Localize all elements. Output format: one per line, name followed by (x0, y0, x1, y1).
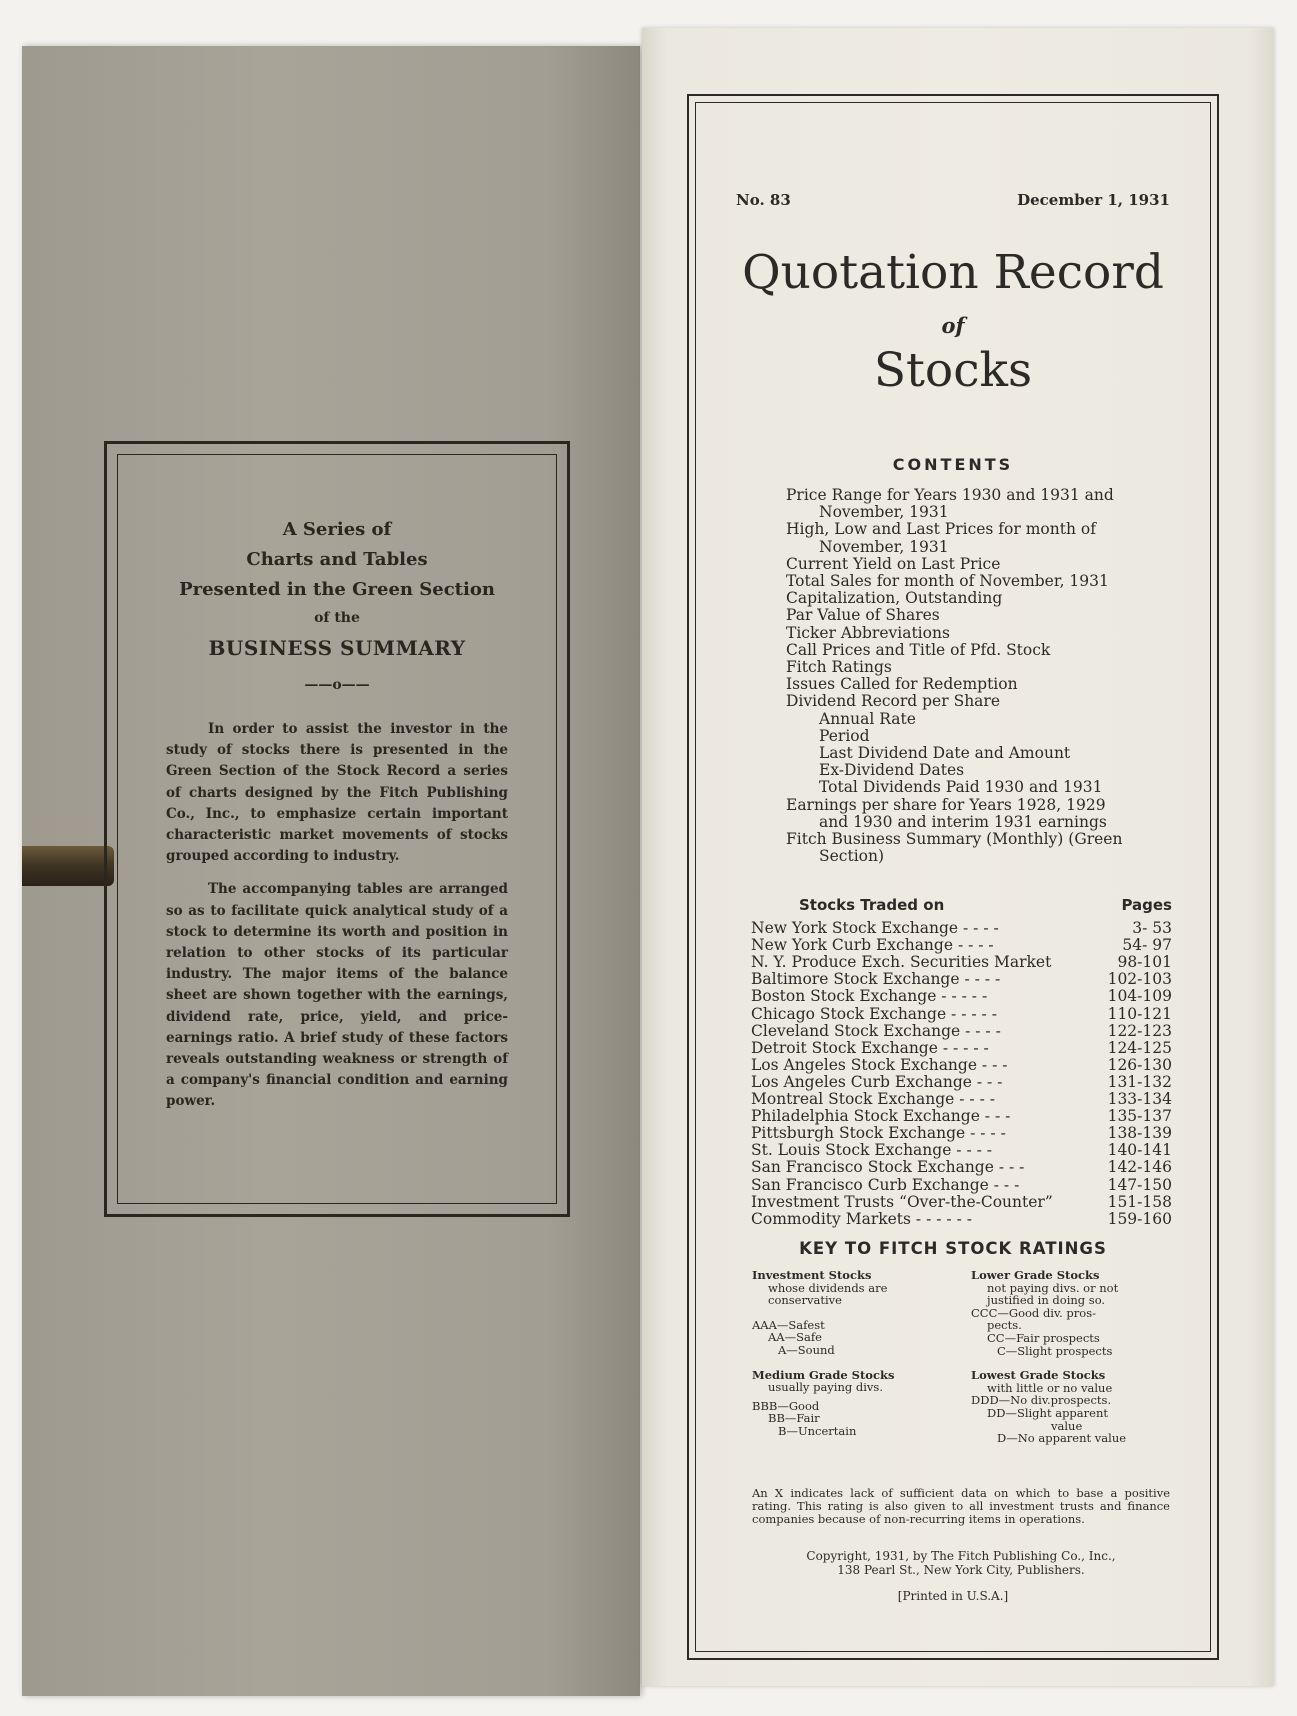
exchange-row (751, 1040, 1172, 1057)
contents-item (786, 487, 1168, 521)
contents-item (786, 556, 1168, 573)
contents-item-continuation: November, 1931 (819, 537, 949, 556)
contents-item (786, 642, 1168, 659)
exchange-row (751, 1006, 1172, 1023)
contents-item (786, 831, 1168, 865)
exchange-row (751, 954, 1172, 971)
contents-item-text: Fitch Business Summary (Monthly) (Green (786, 830, 1123, 849)
rating-ccc: CCC—Good div. pros- (971, 1305, 1097, 1320)
lowest-grade-title: Lowest Grade Stocks (971, 1368, 1106, 1383)
stocks-traded-heading: Stocks Traded on (799, 896, 945, 914)
ratings-key-left-column (752, 1269, 951, 1445)
medium-grade-title: Medium Grade Stocks (752, 1367, 895, 1382)
rating-d: D—No apparent value (997, 1431, 1127, 1446)
left-heading-line-3: Presented in the Green Section (179, 579, 495, 600)
contents-item-text: Current Yield on Last Price (786, 554, 1001, 573)
left-paragraph-1: In order to assist the investor in the study of stocks there is presented in the Green Section of the Stock Record a series of charts designed by the Fitch Publishing Co., Inc., to emphasize certain important characteristic market movements of stocks grouped according to industry. (166, 721, 508, 865)
contents-item-continuation: Section) (819, 847, 885, 866)
exchange-pages: 98-101 (1117, 953, 1172, 972)
contents-item-text: Capitalization, Outstanding (786, 589, 1003, 608)
lowest-grade-desc: with little or no value (987, 1380, 1113, 1395)
investment-stocks-title: Investment Stocks (752, 1268, 872, 1282)
ratings-key-right-column (951, 1269, 1170, 1445)
contents-item (786, 590, 1168, 607)
ornament-divider: ——o—— (304, 677, 370, 693)
exchange-pages: 131-132 (1107, 1072, 1172, 1091)
exchange-row (751, 971, 1172, 988)
contents-item-text: Annual Rate (819, 709, 916, 728)
contents-item-text: Issues Called for Redemption (786, 675, 1018, 694)
right-title-page (642, 28, 1274, 1686)
contents-item-text: Fitch Ratings (786, 658, 892, 677)
exchange-pages: 140-141 (1107, 1141, 1172, 1160)
contents-list (786, 487, 1168, 865)
rating-ccc-cont: pects. (987, 1318, 1022, 1333)
contents-item (786, 728, 1168, 745)
contents-item-continuation: and 1930 and interim 1931 earnings (819, 812, 1107, 831)
rating-aa: AA—Safe (768, 1330, 822, 1345)
rating-c: C—Slight prospects (997, 1343, 1113, 1358)
contents-item-text: Ex-Dividend Dates (819, 761, 965, 780)
contents-item-text: Dividend Record per Share (786, 692, 1000, 711)
exchange-pages: 159-160 (1107, 1209, 1172, 1228)
exchange-pages: 124-125 (1107, 1038, 1172, 1057)
rating-x-note: An X indicates lack of sufficient data on which to base a positive rating. This rating is also given to all investment trusts and finance companies because of non-recurring items in operations. (752, 1486, 1170, 1526)
rating-a: A—Sound (778, 1342, 835, 1357)
exchange-row (751, 1074, 1172, 1091)
medium-grade-desc: usually paying divs. (768, 1380, 883, 1395)
rating-dd: DD—Slight apparent (987, 1405, 1108, 1420)
contents-item-text: Ticker Abbreviations (786, 623, 950, 642)
contents-item (786, 693, 1168, 710)
exchange-name: Montreal Stock Exchange - - - - (751, 1090, 995, 1109)
contents-item-text: Total Dividends Paid 1930 and 1931 (819, 778, 1103, 797)
rating-cc: CC—Fair prospects (987, 1330, 1100, 1345)
right-frame-outer (687, 94, 1219, 1660)
issue-date: December 1, 1931 (1017, 191, 1170, 209)
exchange-row (751, 1159, 1172, 1176)
left-box-frame (104, 441, 570, 1217)
exchange-name: St. Louis Stock Exchange - - - - (751, 1141, 993, 1160)
exchange-name: N. Y. Produce Exch. Securities Market (751, 953, 1052, 972)
exchange-name: Boston Stock Exchange - - - - - (751, 987, 988, 1006)
exchange-pages: 147-150 (1107, 1175, 1172, 1194)
exchange-row (751, 1057, 1172, 1074)
exchanges-table (751, 897, 1172, 1228)
right-frame-inner (695, 102, 1211, 1652)
exchange-name: Los Angeles Stock Exchange - - - (751, 1055, 1008, 1074)
contents-item-text: Call Prices and Title of Pfd. Stock (786, 640, 1051, 659)
rating-ddd: DDD—No div.prospects. (971, 1393, 1112, 1408)
exchange-row (751, 1142, 1172, 1159)
lower-grade-desc-1: not paying divs. or not (987, 1280, 1119, 1295)
exchanges-table-header (751, 897, 1172, 914)
copyright-line-2: 138 Pearl St., New York City, Publishers. (837, 1563, 1085, 1577)
lower-grade-title: Lower Grade Stocks (971, 1268, 1100, 1282)
investment-stocks-desc-2: conservative (768, 1293, 842, 1308)
left-heading-line-2: Charts and Tables (246, 549, 428, 570)
exchange-row (751, 1091, 1172, 1108)
exchange-pages: 126-130 (1107, 1055, 1172, 1074)
exchange-pages: 54- 97 (1122, 936, 1172, 955)
pages-heading: Pages (1121, 896, 1172, 914)
exchange-row (751, 988, 1172, 1005)
rating-dd-cont: value (1051, 1418, 1083, 1433)
left-heading-line-4: of the (314, 610, 360, 626)
exchange-pages: 138-139 (1107, 1124, 1172, 1143)
exchange-name: Commodity Markets - - - - - - (751, 1209, 972, 1228)
title-of: of (941, 313, 965, 338)
exchange-row (751, 1108, 1172, 1125)
binder-clip (22, 846, 114, 886)
contents-item-text: High, Low and Last Prices for month of (786, 520, 1096, 539)
ratings-key (752, 1269, 1170, 1445)
exchange-name: Los Angeles Curb Exchange - - - (751, 1072, 1003, 1091)
exchange-row (751, 1211, 1172, 1228)
contents-item (786, 521, 1168, 555)
contents-item (786, 659, 1168, 676)
exchange-name: Baltimore Stock Exchange - - - - (751, 970, 1001, 989)
contents-item (786, 676, 1168, 693)
exchange-name: Pittsburgh Stock Exchange - - - - (751, 1124, 1006, 1143)
exchange-pages: 102-103 (1107, 970, 1172, 989)
contents-item-text: Earnings per share for Years 1928, 1929 (786, 795, 1106, 814)
contents-item (786, 573, 1168, 590)
left-heading-line-5: BUSINESS SUMMARY (208, 636, 466, 660)
exchange-pages: 122-123 (1107, 1021, 1172, 1040)
left-paragraph-2: The accompanying tables are arranged so as to facilitate quick analytical study of a stock to determine its worth and position in relation to other stocks of its particular industry. The major items of the balance sheet are shown together with the earnings, dividend rate, price, yield, and price-earnings ratio. A brief study of these factors reveals outstanding weakness or strength of a company's financial condition and earning power. (166, 881, 508, 1110)
key-heading: KEY TO FITCH STOCK RATINGS (799, 1239, 1107, 1258)
contents-heading: CONTENTS (892, 455, 1014, 474)
exchange-name: Investment Trusts “Over-the-Counter” (751, 1192, 1053, 1211)
contents-item-text: Last Dividend Date and Amount (819, 744, 1071, 763)
contents-item (786, 797, 1168, 831)
left-box-content (166, 515, 508, 1125)
exchange-row (751, 1125, 1172, 1142)
exchange-pages: 104-109 (1107, 987, 1172, 1006)
exchange-name: Philadelphia Stock Exchange - - - (751, 1107, 1011, 1126)
exchange-pages: 3- 53 (1132, 919, 1172, 938)
rating-aaa: AAA—Safest (752, 1317, 825, 1332)
issue-header (736, 191, 1170, 209)
exchange-name: Cleveland Stock Exchange - - - - (751, 1021, 1001, 1040)
exchange-row (751, 1023, 1172, 1040)
exchange-row (751, 937, 1172, 954)
exchange-pages: 151-158 (1107, 1192, 1172, 1211)
exchange-row (751, 1177, 1172, 1194)
issue-number: No. 83 (736, 191, 791, 209)
contents-item (786, 607, 1168, 624)
exchange-name: New York Stock Exchange - - - - (751, 919, 999, 938)
copyright-line-1: Copyright, 1931, by The Fitch Publishing Co., Inc., (806, 1549, 1116, 1563)
contents-item (786, 745, 1168, 762)
exchange-name: San Francisco Stock Exchange - - - (751, 1158, 1025, 1177)
exchange-name: Chicago Stock Exchange - - - - - (751, 1004, 997, 1023)
left-box-inner-frame (117, 454, 557, 1204)
contents-item (786, 625, 1168, 642)
exchange-row (751, 1194, 1172, 1211)
exchange-pages: 133-134 (1107, 1090, 1172, 1109)
rating-b: B—Uncertain (778, 1423, 857, 1438)
rating-bbb: BBB—Good (752, 1398, 820, 1413)
left-cover-page (22, 46, 640, 1696)
title-line-1: Quotation Record (742, 245, 1164, 300)
contents-item-continuation: November, 1931 (819, 503, 949, 522)
rating-bb: BB—Fair (768, 1411, 820, 1426)
exchange-name: Detroit Stock Exchange - - - - - (751, 1038, 989, 1057)
title-line-2: Stocks (873, 343, 1033, 398)
exchange-pages: 142-146 (1107, 1158, 1172, 1177)
contents-item-text: Price Range for Years 1930 and 1931 and (786, 486, 1114, 504)
contents-item-text: Total Sales for month of November, 1931 (786, 572, 1109, 591)
lower-grade-desc-2: justified in doing so. (987, 1293, 1106, 1308)
copyright (752, 1549, 1170, 1577)
printed-in-usa: [Printed in U.S.A.] (897, 1589, 1009, 1603)
contents-item (786, 779, 1168, 796)
contents-item (786, 762, 1168, 779)
exchange-name: New York Curb Exchange - - - - (751, 936, 994, 955)
exchange-row (751, 920, 1172, 937)
investment-stocks-desc-1: whose dividends are (768, 1280, 888, 1295)
exchange-pages: 110-121 (1107, 1004, 1172, 1023)
left-heading-line-1: A Series of (282, 519, 392, 540)
exchange-rows (751, 920, 1172, 1228)
exchange-pages: 135-137 (1107, 1107, 1172, 1126)
contents-item (786, 711, 1168, 728)
contents-item-text: Period (819, 726, 870, 745)
exchange-name: San Francisco Curb Exchange - - - (751, 1175, 1020, 1194)
contents-item-text: Par Value of Shares (786, 606, 940, 625)
